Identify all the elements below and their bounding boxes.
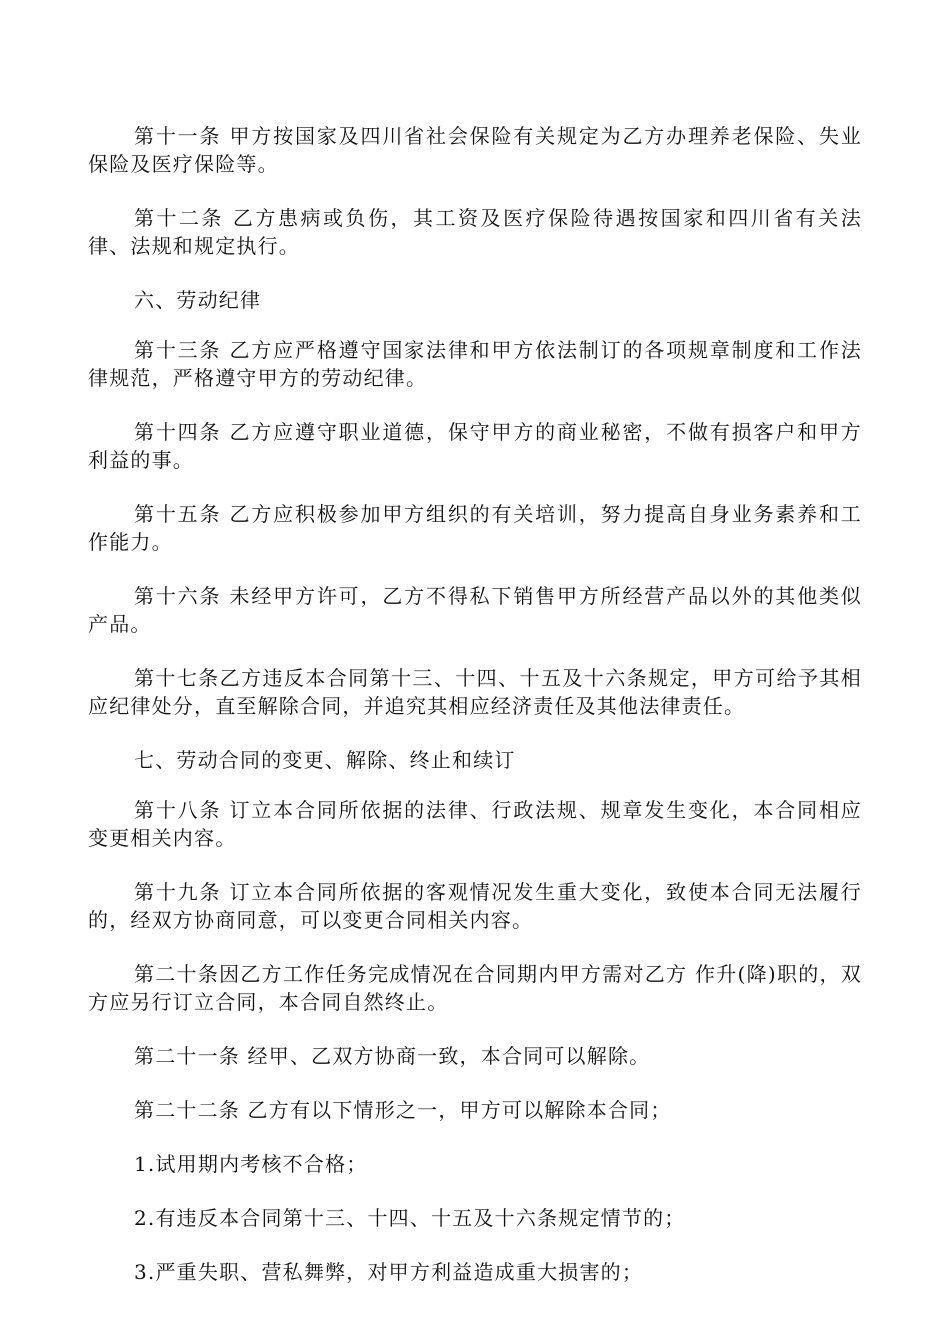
article-19: 第十九条 订立本合同所依据的客观情况发生重大变化，致使本合同无法履行的，经双方协商同意，可以变更合同相关内容。 — [88, 880, 862, 932]
article-18: 第十八条 订立本合同所依据的法律、行政法规、规章发生变化，本合同相应变更相关内容。 — [88, 798, 862, 850]
article-12: 第十二条 乙方患病或负伤，其工资及医疗保险待遇按国家和四川省有关法律、法规和规定执行。 — [88, 206, 862, 258]
article-21: 第二十一条 经甲、乙双方协商一致，本合同可以解除。 — [134, 1044, 651, 1068]
list-item-2: 2.有违反本合同第十三、十四、十五及十六条规定情节的； — [134, 1206, 686, 1230]
section-heading-labor-discipline: 六、劳动纪律 — [134, 288, 262, 312]
article-20: 第二十条因乙方工作任务完成情况在合同期内甲方需对乙方 作升(降)职的，双方应另行订立合同，本合同自然终止。 — [88, 962, 862, 1014]
list-item-1: 1.试用期内考核不合格； — [134, 1152, 368, 1176]
article-11: 第十一条 甲方按国家及四川省社会保险有关规定为乙方办理养老保险、失业保险及医疗保险等。 — [88, 124, 862, 176]
list-item-3: 3.严重失职、营私舞弊，对甲方利益造成重大损害的； — [134, 1260, 644, 1284]
document-body — [88, 122, 862, 1312]
article-13: 第十三条 乙方应严格遵守国家法律和甲方依法制订的各项规章制度和工作法律规范，严格遵守甲方的劳动纪律。 — [88, 338, 862, 390]
article-14: 第十四条 乙方应遵守职业道德，保守甲方的商业秘密，不做有损客户和甲方利益的事。 — [88, 420, 862, 472]
article-15: 第十五条 乙方应积极参加甲方组织的有关培训，努力提高自身业务素养和工作能力。 — [88, 502, 862, 554]
section-heading-contract-changes: 七、劳动合同的变更、解除、终止和续订 — [134, 748, 516, 772]
article-16: 第十六条 未经甲方许可，乙方不得私下销售甲方所经营产品以外的其他类似产品。 — [88, 584, 862, 636]
article-17: 第十七条乙方违反本合同第十三、十四、十五及十六条规定，甲方可给予其相应纪律处分，直至解除合同，并追究其相应经济责任及其他法律责任。 — [88, 666, 862, 718]
article-22: 第二十二条 乙方有以下情形之一，甲方可以解除本合同； — [134, 1098, 672, 1122]
